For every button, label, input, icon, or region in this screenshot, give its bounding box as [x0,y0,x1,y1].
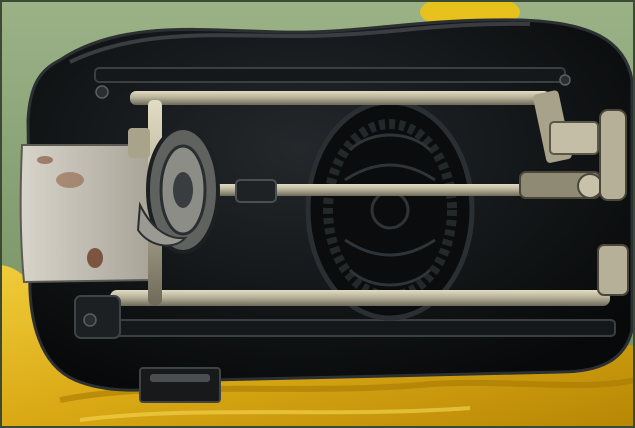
top-rod-end [550,122,598,154]
needle-plate [21,145,150,282]
top-rod [130,91,550,105]
right-crank [600,110,626,200]
hinge-pin [150,374,210,382]
top-rail [95,68,565,82]
rust-spot [56,172,84,188]
rust-spot [37,156,53,164]
shuttle-arm [128,128,150,158]
screw [560,75,570,85]
middle-rod-bolt [578,174,602,198]
middle-rod-collar [236,180,276,202]
screw [96,86,108,98]
bottom-rail [85,320,615,336]
bottom-rod [110,290,610,306]
bottom-rod-bracket [598,245,628,295]
screw [84,314,96,326]
rust-spot [87,248,103,268]
bottom-rod-left-bracket [75,296,120,338]
shuttle-hub [173,172,193,208]
hinge-foot [140,368,220,402]
